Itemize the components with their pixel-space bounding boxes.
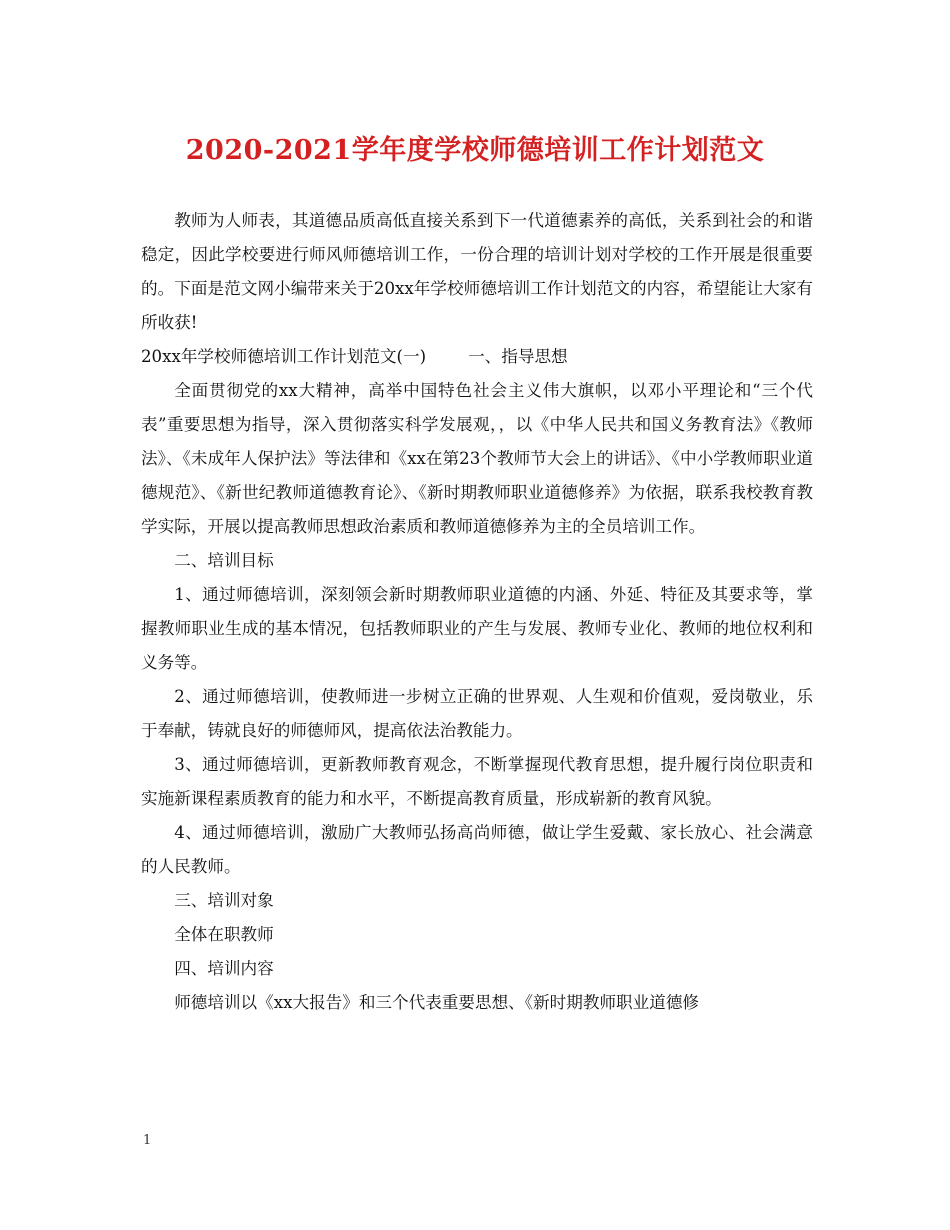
- goal-item-1: 1、通过师德培训，深刻领会新时期教师职业道德的内涵、外延、特征及其要求等，掌握教师职业生成的基本情况，包括教师职业的产生与发展、教师专业化、教师的地位权利和义务等。: [141, 585, 813, 672]
- document-body: [141, 204, 813, 1020]
- content-paragraph: 师德培训以《xx大报告》和三个代表重要思想、《新时期教师职业道德修: [174, 993, 700, 1012]
- section-heading-content: 四、培训内容: [174, 959, 274, 978]
- section-heading-guiding: 一、指导思想: [468, 347, 568, 366]
- goal-item-4: 4、通过师德培训，激励广大教师弘扬高尚师德，做让学生爱戴、家长放心、社会满意的人民教师。: [141, 823, 813, 876]
- goal-item-2: 2、通过师德培训，使教师进一步树立正确的世界观、人生观和价值观，爱岗敬业，乐于奉献，铸就良好的师德师风，提高依法治教能力。: [141, 687, 813, 740]
- plan-subtitle: 20xx年学校师德培训工作计划范文(一): [141, 347, 427, 366]
- intro-paragraph: 教师为人师表，其道德品质高低直接关系到下一代道德素养的高低，关系到社会的和谐稳定，因此学校要进行师风师德培训工作，一份合理的培训计划对学校的工作开展是很重要的。下面是范文网小编带来关于20xx年学校师德培训工作计划范文的内容，希望能让大家有所收获!: [141, 211, 813, 332]
- guiding-paragraph: 全面贯彻党的xx大精神，高举中国特色社会主义伟大旗帜，以邓小平理论和“三个代表”重要思想为指导，深入贯彻落实科学发展观，，以《中华人民共和国义务教育法》《教师法》、《未成年人保护法》等法律和《xx在第23个教师节大会上的讲话》、《中小学教师职业道德规范》、《新世纪教师道德教育论》、《新时期教师职业道德修养》为依据，联系我校教育教学实际，开展以提高教师思想政治素质和教师道德修养为主的全员培训工作。: [141, 381, 813, 536]
- document-title: 2020-2021学年度学校师德培训工作计划范文: [185, 135, 765, 166]
- subtitle-line: [141, 340, 813, 374]
- page-number: 1: [143, 1133, 152, 1148]
- section-heading-target: 三、培训对象: [174, 891, 274, 910]
- section-heading-goals: 二、培训目标: [174, 551, 274, 570]
- goal-item-3: 3、通过师德培训，更新教师教育观念，不断掌握现代教育思想，提升履行岗位职责和实施新课程素质教育的能力和水平，不断提高教育质量，形成崭新的教育风貌。: [141, 755, 813, 808]
- target-paragraph: 全体在职教师: [174, 925, 274, 944]
